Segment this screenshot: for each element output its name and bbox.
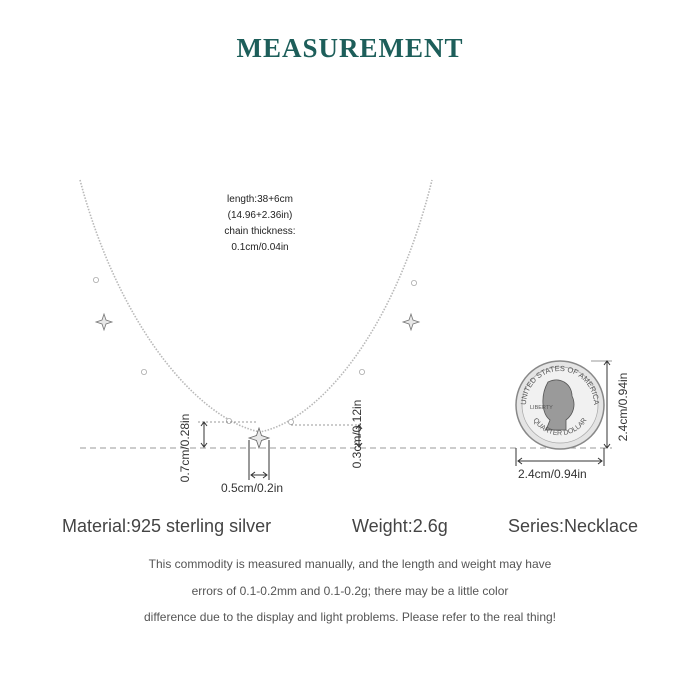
bead: [93, 277, 98, 282]
bead-height-label: 0.3cm/0.12in: [350, 399, 364, 469]
coin-bottom-text: QUARTER DOLLAR: [531, 417, 589, 438]
pendant-height-label: 0.7cm/0.28in: [178, 413, 192, 483]
disclaimer-line-2: errors of 0.1-0.2mm and 0.1-0.2g; there may be a little color: [191, 584, 509, 598]
page-title: MEASUREMENT: [236, 33, 464, 63]
coin-height-label: 2.4cm/0.94in: [616, 372, 630, 442]
bead: [359, 369, 364, 374]
bead: [288, 419, 293, 424]
star-charm: [96, 314, 112, 330]
disclaimer-line-1: This commodity is measured manually, and the length and weight may have: [148, 557, 552, 571]
coin-liberty-text: LIBERTY: [530, 405, 553, 411]
material-text: Material:925 sterling silver: [62, 516, 272, 536]
thickness-label: chain thickness:: [224, 226, 296, 237]
bead: [141, 369, 146, 374]
bead: [411, 280, 416, 285]
length-text: length:38+6cm: [227, 194, 293, 205]
pendant-width-label: 0.5cm/0.2in: [221, 481, 284, 495]
length-inch-text: (14.96+2.36in): [227, 210, 293, 221]
star-charm: [403, 314, 419, 330]
weight-text: Weight:2.6g: [352, 516, 448, 536]
bead: [226, 418, 231, 423]
series-text: Series:Necklace: [508, 516, 639, 536]
thickness-text: 0.1cm/0.04in: [231, 242, 289, 253]
disclaimer-line-3: difference due to the display and light problems. Please refer to the real thing!: [143, 610, 557, 624]
coin-top-text: UNITED STATES OF AMERICA: [518, 363, 602, 406]
necklace-chain: [80, 180, 432, 432]
quarter-coin: [516, 361, 604, 449]
coin-width-label: 2.4cm/0.94in: [518, 467, 587, 481]
